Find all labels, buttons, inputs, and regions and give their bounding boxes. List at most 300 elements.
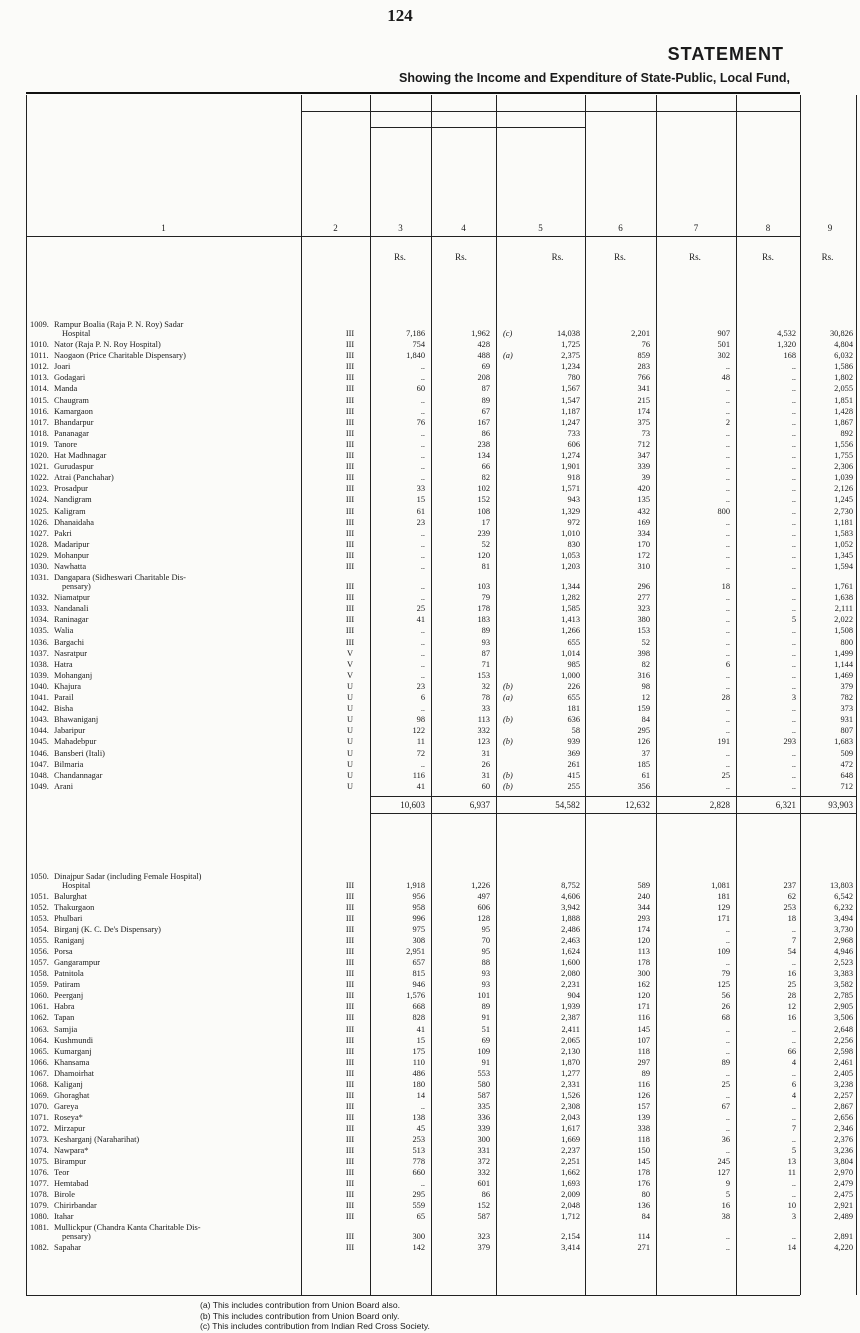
- local-cell: 1,725: [561, 340, 580, 349]
- row-number: 1019.: [30, 439, 49, 449]
- class-cell: III: [345, 991, 355, 1001]
- total-cell: 3,506: [834, 1013, 853, 1023]
- total-cell: 2,055: [834, 384, 853, 394]
- dispensary-name: Sapahar: [54, 1243, 81, 1253]
- gov-cell: 606: [477, 902, 490, 912]
- total-cell: 6,232: [834, 902, 853, 912]
- row-number: 1028.: [30, 539, 49, 549]
- misc-cell: ..: [791, 770, 796, 780]
- dispensary-name: Thakurgaon: [54, 902, 95, 912]
- total-cell: 1,594: [834, 562, 853, 571]
- statement-title: STATEMENT: [667, 44, 784, 64]
- row-number: 1016.: [30, 406, 49, 416]
- dispensary-name: Mullickpur (Chandra Kanta Charitable Dis-: [54, 1223, 201, 1233]
- gov-cell: 91: [481, 1013, 490, 1023]
- class-cell: III: [345, 1057, 355, 1067]
- funds-cell: 68: [721, 1013, 730, 1023]
- local-cell: 1,585: [561, 604, 580, 614]
- misc-cell: ..: [791, 681, 796, 691]
- gov-cell: 87: [481, 648, 490, 658]
- gov-cell: 89: [481, 1002, 490, 1012]
- dispensary-name: Khansama: [54, 1057, 90, 1067]
- total-cell: 3,238: [834, 1079, 853, 1089]
- class-cell: III: [345, 936, 355, 946]
- local-cell: 2,154: [561, 1232, 580, 1242]
- local-cell: 1,662: [561, 1168, 580, 1178]
- rupee-unit: Rs.: [614, 252, 626, 262]
- funds-cell: ..: [725, 670, 730, 680]
- row-number: 1069.: [30, 1090, 49, 1100]
- total-cell: 2,905: [834, 1002, 853, 1012]
- gov-cell: 208: [477, 373, 490, 383]
- funds-cell: 907: [717, 329, 730, 338]
- total-cell: 3,236: [834, 1146, 853, 1156]
- row-number: 1052.: [30, 902, 49, 912]
- footnote-mark: (b): [503, 737, 513, 747]
- misc-cell: ..: [791, 550, 796, 560]
- footnote: (c) This includes contribution from Indian Red Cross Society.: [200, 1321, 430, 1331]
- misc-cell: ..: [791, 495, 796, 505]
- class-cell: III: [345, 406, 355, 416]
- gov-cell: 95: [481, 947, 490, 957]
- funds-cell: ..: [725, 604, 730, 614]
- funds-cell: ..: [725, 1232, 730, 1242]
- local-cell: 1,526: [561, 1090, 580, 1100]
- cash-cell: ..: [420, 759, 425, 769]
- local-cell: 1,617: [561, 1123, 580, 1133]
- row-number: 1073.: [30, 1135, 49, 1144]
- total-cell: 1,144: [834, 659, 853, 669]
- funds-cell: 38: [721, 1212, 730, 1222]
- dispensary-name: Madaripur: [54, 539, 90, 549]
- dispensary-name: Parail: [54, 693, 74, 702]
- dispensary-name: Bhawaniganj: [54, 715, 99, 725]
- local-cell: 655: [567, 693, 580, 702]
- misc-cell: ..: [791, 528, 796, 538]
- dispensary-name: Jabaripur: [54, 726, 86, 736]
- local-cell: 2,486: [561, 925, 580, 935]
- class-cell: III: [345, 593, 355, 603]
- cash-cell: 657: [412, 958, 425, 968]
- row-number: 1023.: [30, 484, 49, 494]
- funds-cell: 181: [717, 891, 730, 901]
- total-cell: 1,345: [834, 550, 853, 560]
- total-cell: 13,803: [829, 880, 853, 890]
- gov-cell: 488: [477, 351, 490, 361]
- total-cell: 4,220: [834, 1243, 853, 1253]
- cash-cell: 14: [416, 1090, 425, 1100]
- misc-cell: ..: [791, 373, 796, 383]
- total-value: 93,903: [828, 799, 853, 810]
- funds-cell: 79: [721, 969, 730, 979]
- class-cell: III: [345, 428, 355, 438]
- row-number: 1044.: [30, 726, 49, 736]
- fees-cell: 157: [637, 1101, 650, 1111]
- total-cell: 1,508: [834, 626, 853, 636]
- column-number: 4: [461, 223, 466, 233]
- fees-cell: 135: [637, 495, 650, 505]
- misc-cell: ..: [791, 925, 796, 935]
- total-cell: 1,039: [834, 473, 853, 483]
- total-cell: 3,730: [834, 925, 853, 935]
- row-number: 1051.: [30, 891, 49, 901]
- cash-cell: 1,918: [406, 880, 425, 890]
- local-cell: 2,375: [561, 351, 580, 361]
- misc-cell: ..: [791, 395, 796, 405]
- misc-cell: ..: [791, 484, 796, 494]
- misc-cell: ..: [791, 1024, 796, 1034]
- local-cell: 1,870: [561, 1057, 580, 1067]
- misc-cell: 237: [783, 880, 796, 890]
- dispensary-name: Porsa: [54, 947, 73, 957]
- class-cell: V: [346, 670, 354, 680]
- funds-cell: ..: [725, 451, 730, 460]
- class-cell: III: [345, 902, 355, 912]
- gov-cell: 178: [477, 604, 490, 614]
- funds-cell: ..: [725, 495, 730, 505]
- row-number: 1046.: [30, 748, 49, 758]
- total-cell: 800: [840, 637, 853, 647]
- dispensary-name: Ghoraghat: [54, 1090, 90, 1100]
- local-cell: 985: [567, 659, 580, 669]
- cash-cell: 668: [412, 1002, 425, 1012]
- cash-cell: 116: [412, 770, 425, 780]
- misc-cell: 66: [787, 1046, 796, 1056]
- fees-cell: 12: [641, 693, 650, 702]
- cash-cell: 138: [412, 1112, 425, 1122]
- footnote-mark: (c): [503, 329, 513, 338]
- total-cell: 2,867: [834, 1101, 853, 1111]
- gov-cell: 70: [481, 936, 490, 946]
- local-cell: 2,463: [561, 936, 580, 946]
- misc-cell: 10: [787, 1201, 796, 1211]
- class-cell: III: [345, 925, 355, 935]
- class-cell: III: [345, 329, 355, 338]
- class-cell: III: [345, 1112, 355, 1122]
- funds-cell: 36: [721, 1135, 730, 1144]
- cash-cell: 308: [412, 936, 425, 946]
- fees-cell: 136: [637, 1201, 650, 1211]
- column-rule: [585, 95, 586, 1295]
- cash-cell: 41: [416, 615, 425, 625]
- fees-cell: 116: [637, 1013, 650, 1023]
- class-cell: U: [346, 770, 354, 780]
- local-cell: 655: [567, 637, 580, 647]
- dispensary-name: Hospital: [62, 329, 91, 338]
- local-cell: 2,308: [561, 1101, 580, 1111]
- row-number: 1048.: [30, 770, 49, 780]
- dispensary-name: Hospital: [62, 880, 91, 890]
- misc-cell: ..: [791, 781, 796, 791]
- cash-cell: 754: [412, 340, 425, 349]
- class-cell: III: [345, 1179, 355, 1189]
- row-number: 1034.: [30, 615, 49, 625]
- gov-cell: 587: [477, 1212, 490, 1222]
- cash-cell: 6: [420, 693, 425, 702]
- gov-cell: 79: [481, 593, 490, 603]
- dispensary-name: Chaugram: [54, 395, 89, 405]
- funds-cell: ..: [725, 462, 730, 472]
- dispensary-name: Tanore: [54, 439, 78, 449]
- funds-cell: ..: [725, 1123, 730, 1133]
- misc-cell: 6: [791, 1079, 796, 1089]
- cash-cell: 23: [416, 517, 425, 527]
- funds-cell: ..: [725, 1068, 730, 1078]
- dispensary-name: Birganj (K. C. De's Dispensary): [54, 925, 161, 935]
- gov-cell: 587: [477, 1090, 490, 1100]
- class-cell: III: [345, 395, 355, 405]
- column-rule: [800, 95, 801, 1295]
- class-cell: III: [345, 1135, 355, 1144]
- class-cell: III: [345, 980, 355, 990]
- cash-cell: ..: [420, 428, 425, 438]
- funds-cell: 18: [721, 582, 730, 592]
- total-cell: 1,499: [834, 648, 853, 658]
- funds-cell: ..: [725, 1035, 730, 1045]
- column-rule: [370, 95, 371, 1295]
- misc-cell: 16: [787, 1013, 796, 1023]
- dispensary-name: Dinajpur Sadar (including Female Hospital): [54, 871, 202, 881]
- misc-cell: ..: [791, 659, 796, 669]
- local-cell: 2,080: [561, 969, 580, 979]
- row-number: 1070.: [30, 1101, 49, 1111]
- class-cell: III: [345, 880, 355, 890]
- class-cell: III: [345, 1046, 355, 1056]
- misc-cell: 18: [787, 914, 796, 923]
- row-number: 1047.: [30, 759, 49, 769]
- misc-cell: 1,320: [777, 340, 796, 349]
- dispensary-name: pensary): [62, 582, 91, 592]
- misc-cell: ..: [791, 670, 796, 680]
- class-cell: III: [345, 1090, 355, 1100]
- footnote-mark: (b): [503, 681, 513, 691]
- local-cell: 1,567: [561, 384, 580, 394]
- gov-cell: 372: [477, 1157, 490, 1167]
- total-cell: 379: [840, 681, 853, 691]
- total-cell: 2,376: [834, 1135, 853, 1144]
- gov-cell: 31: [481, 770, 490, 780]
- class-cell: III: [345, 582, 355, 592]
- fees-cell: 98: [641, 681, 650, 691]
- gov-cell: 26: [481, 759, 490, 769]
- gov-cell: 332: [477, 726, 490, 736]
- fees-cell: 114: [637, 1232, 650, 1242]
- misc-cell: ..: [791, 562, 796, 571]
- cash-cell: 23: [416, 681, 425, 691]
- gov-cell: 89: [481, 395, 490, 405]
- total-cell: 931: [840, 715, 853, 725]
- column-number: 7: [693, 223, 699, 233]
- dispensary-name: Habra: [54, 1002, 75, 1012]
- gov-cell: 67: [481, 406, 490, 416]
- class-cell: III: [345, 1190, 355, 1200]
- local-cell: 255: [567, 781, 580, 791]
- fees-cell: 113: [637, 947, 650, 957]
- fees-cell: 120: [637, 936, 650, 946]
- funds-cell: ..: [725, 925, 730, 935]
- fees-cell: 178: [637, 1168, 650, 1178]
- cash-cell: 65: [416, 1212, 425, 1222]
- class-cell: III: [345, 1035, 355, 1045]
- cash-cell: ..: [420, 626, 425, 636]
- footnote: (a) This includes contribution from Union Board also.: [200, 1300, 400, 1310]
- misc-cell: ..: [791, 1101, 796, 1111]
- gov-cell: 32: [481, 681, 490, 691]
- total-value: 12,632: [625, 799, 650, 810]
- dispensary-name: Kamargaon: [54, 406, 93, 416]
- total-cell: 4,804: [834, 340, 853, 349]
- funds-cell: 129: [717, 902, 730, 912]
- class-cell: III: [345, 1068, 355, 1078]
- misc-cell: ..: [791, 637, 796, 647]
- gov-cell: 66: [481, 462, 490, 472]
- gov-cell: 31: [481, 748, 490, 758]
- fees-cell: 766: [637, 373, 650, 383]
- cash-cell: 660: [412, 1168, 425, 1178]
- total-cell: 1,586: [834, 362, 853, 372]
- local-cell: 369: [567, 748, 580, 758]
- row-number: 1040.: [30, 681, 49, 691]
- cash-cell: ..: [420, 637, 425, 647]
- local-cell: 58: [571, 726, 580, 736]
- gov-cell: 52: [481, 539, 490, 549]
- total-cell: 1,052: [834, 539, 853, 549]
- row-number: 1018.: [30, 428, 49, 438]
- local-cell: 1,547: [561, 395, 580, 405]
- funds-cell: ..: [725, 648, 730, 658]
- total-cell: 2,022: [834, 615, 853, 625]
- misc-cell: 28: [787, 991, 796, 1001]
- cash-cell: ..: [420, 473, 425, 483]
- column-rule: [301, 95, 302, 1295]
- funds-cell: ..: [725, 726, 730, 736]
- total-cell: 30,826: [829, 329, 853, 338]
- gov-cell: 152: [477, 1201, 490, 1211]
- dispensary-name: Pakri: [54, 528, 72, 538]
- total-cell: 782: [840, 693, 853, 702]
- total-cell: 807: [840, 726, 853, 736]
- fees-cell: 39: [641, 473, 650, 483]
- dispensary-name: Mohanpur: [54, 550, 89, 560]
- fees-cell: 145: [637, 1157, 650, 1167]
- row-number: 1035.: [30, 626, 49, 636]
- dispensary-name: Naogaon (Price Charitable Dispensary): [54, 351, 186, 361]
- funds-cell: 171: [717, 914, 730, 923]
- row-number: 1031.: [30, 573, 49, 583]
- cash-cell: 996: [412, 914, 425, 923]
- fees-cell: 296: [637, 582, 650, 592]
- row-number: 1033.: [30, 604, 49, 614]
- local-cell: 606: [567, 439, 580, 449]
- dispensary-name: Nawhatta: [54, 562, 87, 571]
- dispensary-name: Godagari: [54, 373, 86, 383]
- cash-cell: 61: [416, 506, 425, 516]
- total-cell: 2,257: [834, 1090, 853, 1100]
- gov-cell: 87: [481, 384, 490, 394]
- local-cell: 943: [567, 495, 580, 505]
- class-cell: III: [345, 1201, 355, 1211]
- cash-cell: 975: [412, 925, 425, 935]
- cash-cell: ..: [420, 539, 425, 549]
- funds-cell: ..: [725, 562, 730, 571]
- class-cell: III: [345, 1123, 355, 1133]
- total-value: 6,321: [775, 799, 796, 810]
- funds-cell: ..: [725, 748, 730, 758]
- funds-cell: ..: [725, 593, 730, 603]
- cash-cell: 60: [416, 384, 425, 394]
- gov-cell: 17: [481, 517, 490, 527]
- funds-cell: 6: [725, 659, 730, 669]
- total-cell: 2,405: [834, 1068, 853, 1078]
- row-number: 1015.: [30, 395, 49, 405]
- gov-cell: 601: [477, 1179, 490, 1189]
- local-cell: 1,277: [561, 1068, 580, 1078]
- cash-cell: 110: [412, 1057, 425, 1067]
- total-cell: 2,475: [834, 1190, 853, 1200]
- income-rule: [301, 111, 800, 112]
- fees-cell: 107: [637, 1035, 650, 1045]
- dispensary-name: Hat Madhnagar: [54, 451, 107, 460]
- class-cell: III: [345, 958, 355, 968]
- fees-cell: 339: [637, 462, 650, 472]
- dispensary-name: Hemtabad: [54, 1179, 89, 1189]
- misc-cell: 14: [787, 1243, 796, 1253]
- total-cell: 2,126: [834, 484, 853, 494]
- total-cell: 892: [840, 428, 853, 438]
- row-number: 1068.: [30, 1079, 49, 1089]
- dispensary-name: Nator (Raja P. N. Roy Hospital): [54, 340, 161, 349]
- total-cell: 2,111: [834, 604, 853, 614]
- dispensary-name: Nasratpur: [54, 648, 88, 658]
- misc-cell: 11: [787, 1168, 796, 1178]
- fees-cell: 398: [637, 648, 650, 658]
- gov-cell: 153: [477, 670, 490, 680]
- dispensary-name: Tapan: [54, 1013, 75, 1023]
- misc-cell: 3: [791, 1212, 796, 1222]
- gov-cell: 497: [477, 891, 490, 901]
- local-cell: 2,411: [561, 1024, 580, 1034]
- statement-subtitle: Showing the Income and Expenditure of State-Public, Local Fund,: [399, 71, 790, 85]
- cash-cell: ..: [420, 582, 425, 592]
- total-rule-top: [370, 796, 856, 797]
- class-cell: III: [345, 340, 355, 349]
- local-cell: 261: [567, 759, 580, 769]
- funds-cell: 191: [717, 737, 730, 747]
- top-rule: [26, 92, 800, 94]
- local-cell: 14,038: [556, 329, 580, 338]
- fees-cell: 126: [637, 1090, 650, 1100]
- fees-cell: 859: [637, 351, 650, 361]
- dispensary-name: Nandigram: [54, 495, 92, 505]
- class-cell: III: [345, 914, 355, 923]
- total-cell: 2,970: [834, 1168, 853, 1178]
- column-number: 5: [538, 223, 543, 233]
- row-number: 1061.: [30, 1002, 49, 1012]
- cash-cell: ..: [420, 1101, 425, 1111]
- column-number: 9: [827, 223, 833, 233]
- local-cell: 1,203: [561, 562, 580, 571]
- total-cell: 2,598: [834, 1046, 853, 1056]
- fees-cell: 420: [637, 484, 650, 494]
- row-number: 1056.: [30, 947, 49, 957]
- misc-cell: 13: [787, 1157, 796, 1167]
- cash-cell: 175: [412, 1046, 425, 1056]
- dispensary-name: Kushmundi: [54, 1035, 94, 1045]
- row-number: 1017.: [30, 417, 49, 427]
- fees-cell: 375: [637, 417, 650, 427]
- funds-cell: ..: [725, 1146, 730, 1156]
- fees-cell: 341: [637, 384, 650, 394]
